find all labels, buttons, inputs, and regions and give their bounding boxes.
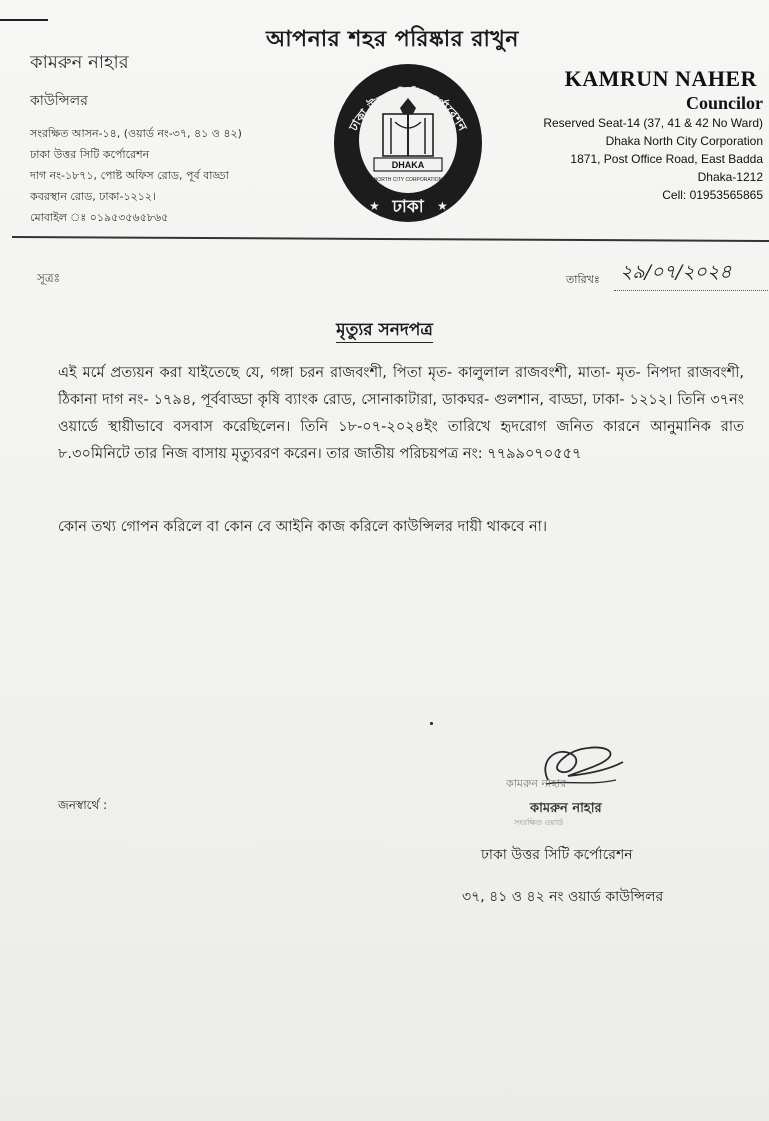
- slogan-heading: আপনার শহর পরিষ্কার রাখুন: [266, 27, 519, 52]
- councilor-name-bn: কামরুন নাহার: [30, 52, 129, 73]
- disclaimer-note: কোন তথ্য গোপন করিলে বা কোন বে আইনি কাজ করিলে কাউন্সিলর দায়ী থাকবে না।: [58, 519, 548, 535]
- header-divider: [12, 236, 769, 242]
- public-interest-label: জনস্বার্থে :: [58, 798, 108, 812]
- councilor-name-en: KAMRUN NAHER: [564, 66, 757, 91]
- right-letterhead: [543, 66, 763, 204]
- seal-banner-text: DHAKA: [391, 160, 425, 170]
- address-line-bn: কবরস্থান রোড, ঢাকা-১২১২।: [30, 190, 156, 203]
- certificate-body: এই মর্মে প্রত্যয়ন করা যাইতেছে যে, গঙ্গা চরন রাজবংশী, পিতা মৃত- কালুলাল রাজবংশী, মাতা- মৃত- নিপদা রাজবংশী, ঠিকানা দাগ নং- ১৭৯৪, পূর্ববাড্ডা কৃষি ব্যাংক রোড, সোনাকাটারা, ডাকঘর- গুলশান, বাড্ডা, ঢাকা- ১২১২। তিনি ৩৭নং ওয়ার্ডে স্থায়ীভাবে বসবাস করেছিলেন। তিনি ১৮-০৭-২০২৪ইং তারিখে হৃদরোগ জনিত কারনে আনুমানিক রাত ৮.৩০মিনিটে তার নিজ বাসায় মৃত্যুবরণ করেন। তার জাতীয় পরিচয়পত্র নং: ৭৭৯৯০৭০৫৫৭: [58, 365, 744, 462]
- date-label: তারিখঃ: [566, 273, 600, 286]
- certificate-title: [0, 317, 769, 345]
- councilor-designation-bn: কাউন্সিলর: [30, 93, 88, 109]
- seal-ring-text: ঢাকা উত্তর সিটি কর্পোরেশন: [346, 86, 470, 134]
- councilor-designation-en: Councilor: [685, 93, 763, 113]
- address-line-en: Reserved Seat-14 (37, 41 & 42 No Ward): [543, 116, 763, 130]
- signature-stamp: [500, 775, 660, 845]
- reference-label: সূত্রঃ: [37, 271, 61, 285]
- stamp-name: কামরুন নাহার: [530, 801, 602, 816]
- seal-bottom-text: ঢাকা: [392, 197, 424, 217]
- left-letterhead: [30, 48, 242, 228]
- top-corner-line: [0, 19, 48, 21]
- paper-speck: [430, 722, 433, 725]
- address-line-en: Dhaka-1212: [697, 170, 763, 184]
- seal-inner-text: NORTH CITY CORPORATION: [373, 177, 443, 183]
- signatory-organization: ঢাকা উত্তর সিটি কর্পোরেশন: [481, 847, 633, 863]
- seal-star-icon: ★: [369, 199, 380, 213]
- address-line-bn: ঢাকা উত্তর সিটি কর্পোরেশন: [30, 148, 150, 161]
- seal-star-icon: ★: [437, 199, 448, 213]
- address-line-en: Dhaka North City Corporation: [605, 134, 763, 148]
- address-line-bn: সংরক্ষিত আসন-১৪, (ওয়ার্ড নং-৩৭, ৪১ ও ৪২): [30, 127, 242, 140]
- cell-line-en: Cell: 01953565865: [662, 188, 763, 202]
- signatory-ward: ৩৭, ৪১ ও ৪২ নং ওয়ার্ড কাউন্সিলর: [462, 889, 664, 905]
- address-line-bn: দাগ নং-১৮৭১, পোষ্ট অফিস রোড, পূর্ব বাড্ডা: [30, 169, 229, 182]
- city-corporation-seal: [331, 62, 486, 224]
- certificate-title-text: মৃত্যুর সনদপত্র: [336, 320, 433, 343]
- stamp-top-text: কামরুন নাহার: [506, 777, 567, 790]
- stamp-small-text: সংরক্ষিত ওয়ার্ড: [514, 818, 564, 827]
- address-line-en: 1871, Post Office Road, East Badda: [570, 152, 763, 166]
- date-value: ২৯/০৭/২০২৪: [614, 258, 769, 291]
- mobile-line-bn: মোবাইল ঃ ০১৯৫৩৫৬৫৮৬৫: [30, 211, 169, 224]
